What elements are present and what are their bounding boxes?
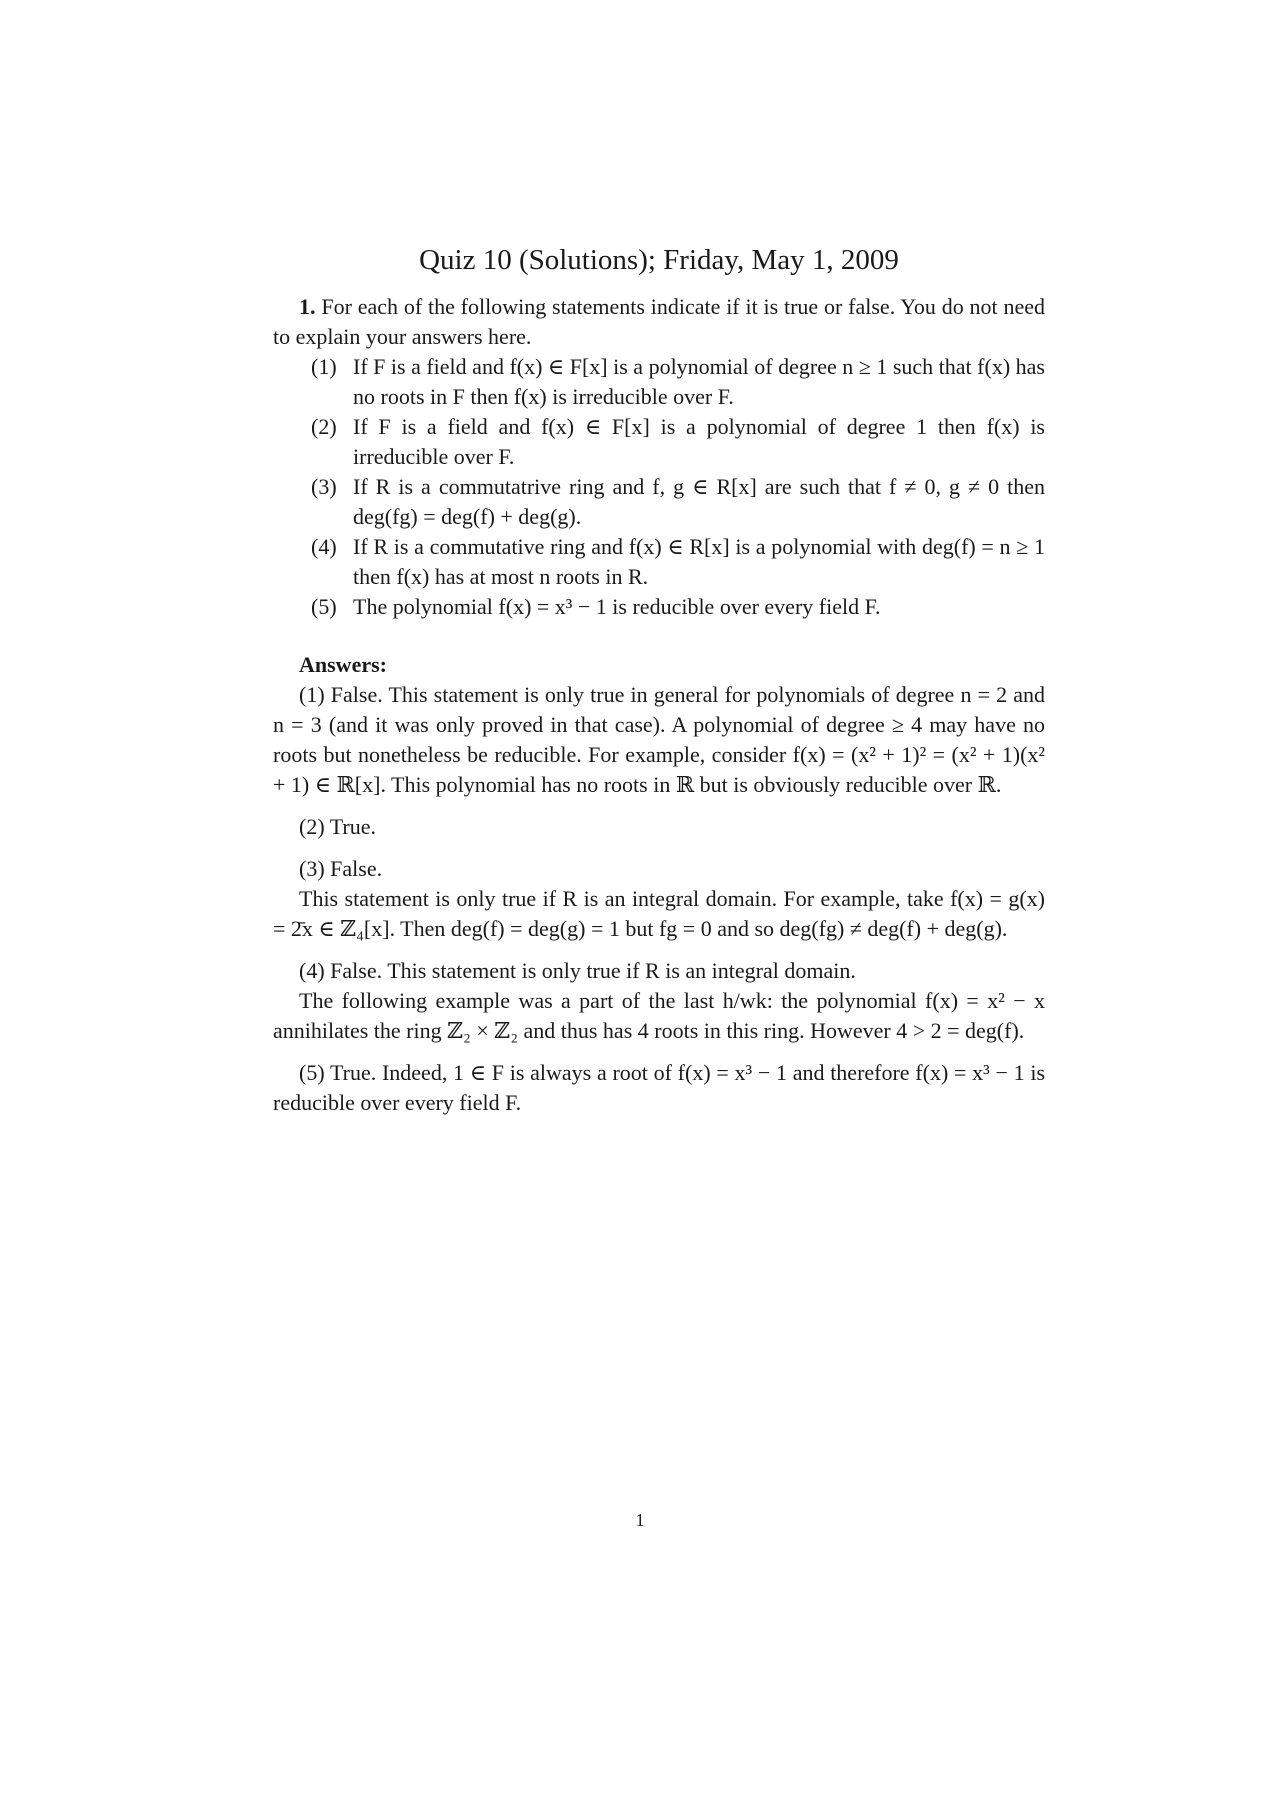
statement-item [311, 412, 1045, 472]
statement-item [311, 352, 1045, 412]
answer-paragraph: This statement is only true if R is an integral domain. For example, take f(x) = g(x) = 2̄x ∈ ℤ₄[x]. Then deg(f) = deg(g) = 1 but fg = 0 and so deg(fg) ≠ deg(f) + deg(g). [273, 886, 1045, 941]
statement-item [311, 472, 1045, 532]
question-text: For each of the following statements indicate if it is true or false. You do not need to explain your answers here. [273, 294, 1046, 349]
page-title: Quiz 10 (Solutions); Friday, May 1, 2009 [419, 244, 899, 276]
document-page [273, 240, 1045, 1118]
statement-text: If F is a field and f(x) ∈ F[x] is a polynomial of degree n ≥ 1 such that f(x) has no roots in F then f(x) is irreducible over F. [353, 354, 1045, 409]
statement-number: (3) [311, 474, 337, 499]
statement-number: (5) [311, 594, 337, 619]
statement-item [311, 592, 1045, 622]
statement-text: The polynomial f(x) = x³ − 1 is reducible over every field F. [353, 594, 881, 619]
answer-paragraph: (5) True. Indeed, 1 ∈ F is always a root of f(x) = x³ − 1 and therefore f(x) = x³ − 1 is reducible over every field F. [273, 1060, 1045, 1115]
answer-paragraph: (2) True. [299, 814, 377, 839]
answer-paragraph: (1) False. This statement is only true in general for polynomials of degree n = 2 and n = 3 (and it was only proved in that case). A polynomial of degree ≥ 4 may have no roots but nonetheless be reducible. For example, consider f(x) = (x² + 1)² = (x² + 1)(x² + 1) ∈ ℝ[x]. This polynomial has no roots in ℝ but is obviously reducible over ℝ. [273, 682, 1045, 797]
statement-text: If R is a commutative ring and f(x) ∈ R[x] is a polynomial with deg(f) = n ≥ 1 then f(x) has at most n roots in R. [353, 534, 1045, 589]
statement-item [311, 532, 1045, 592]
statement-list [311, 352, 1045, 622]
answer-paragraph: (4) False. This statement is only true if R is an integral domain. [299, 958, 856, 983]
answer-paragraph: (3) False. [299, 856, 383, 881]
statement-number: (1) [311, 354, 337, 379]
question-number: 1. [299, 294, 316, 319]
question-1 [273, 292, 1045, 352]
statement-text: If R is a commutatrive ring and f, g ∈ R[x] are such that f ≠ 0, g ≠ 0 then deg(fg) = deg(f) + deg(g). [353, 474, 1045, 529]
statement-number: (2) [311, 414, 337, 439]
answers-heading: Answers: [299, 652, 387, 677]
page-number: 1 [635, 1510, 645, 1530]
answer-paragraph: The following example was a part of the last h/wk: the polynomial f(x) = x² − x annihilates the ring ℤ₂ × ℤ₂ and thus has 4 roots in this ring. However 4 > 2 = deg(f). [273, 988, 1045, 1043]
statement-number: (4) [311, 534, 337, 559]
statement-text: If F is a field and f(x) ∈ F[x] is a polynomial of degree 1 then f(x) is irreducible over F. [353, 414, 1045, 469]
